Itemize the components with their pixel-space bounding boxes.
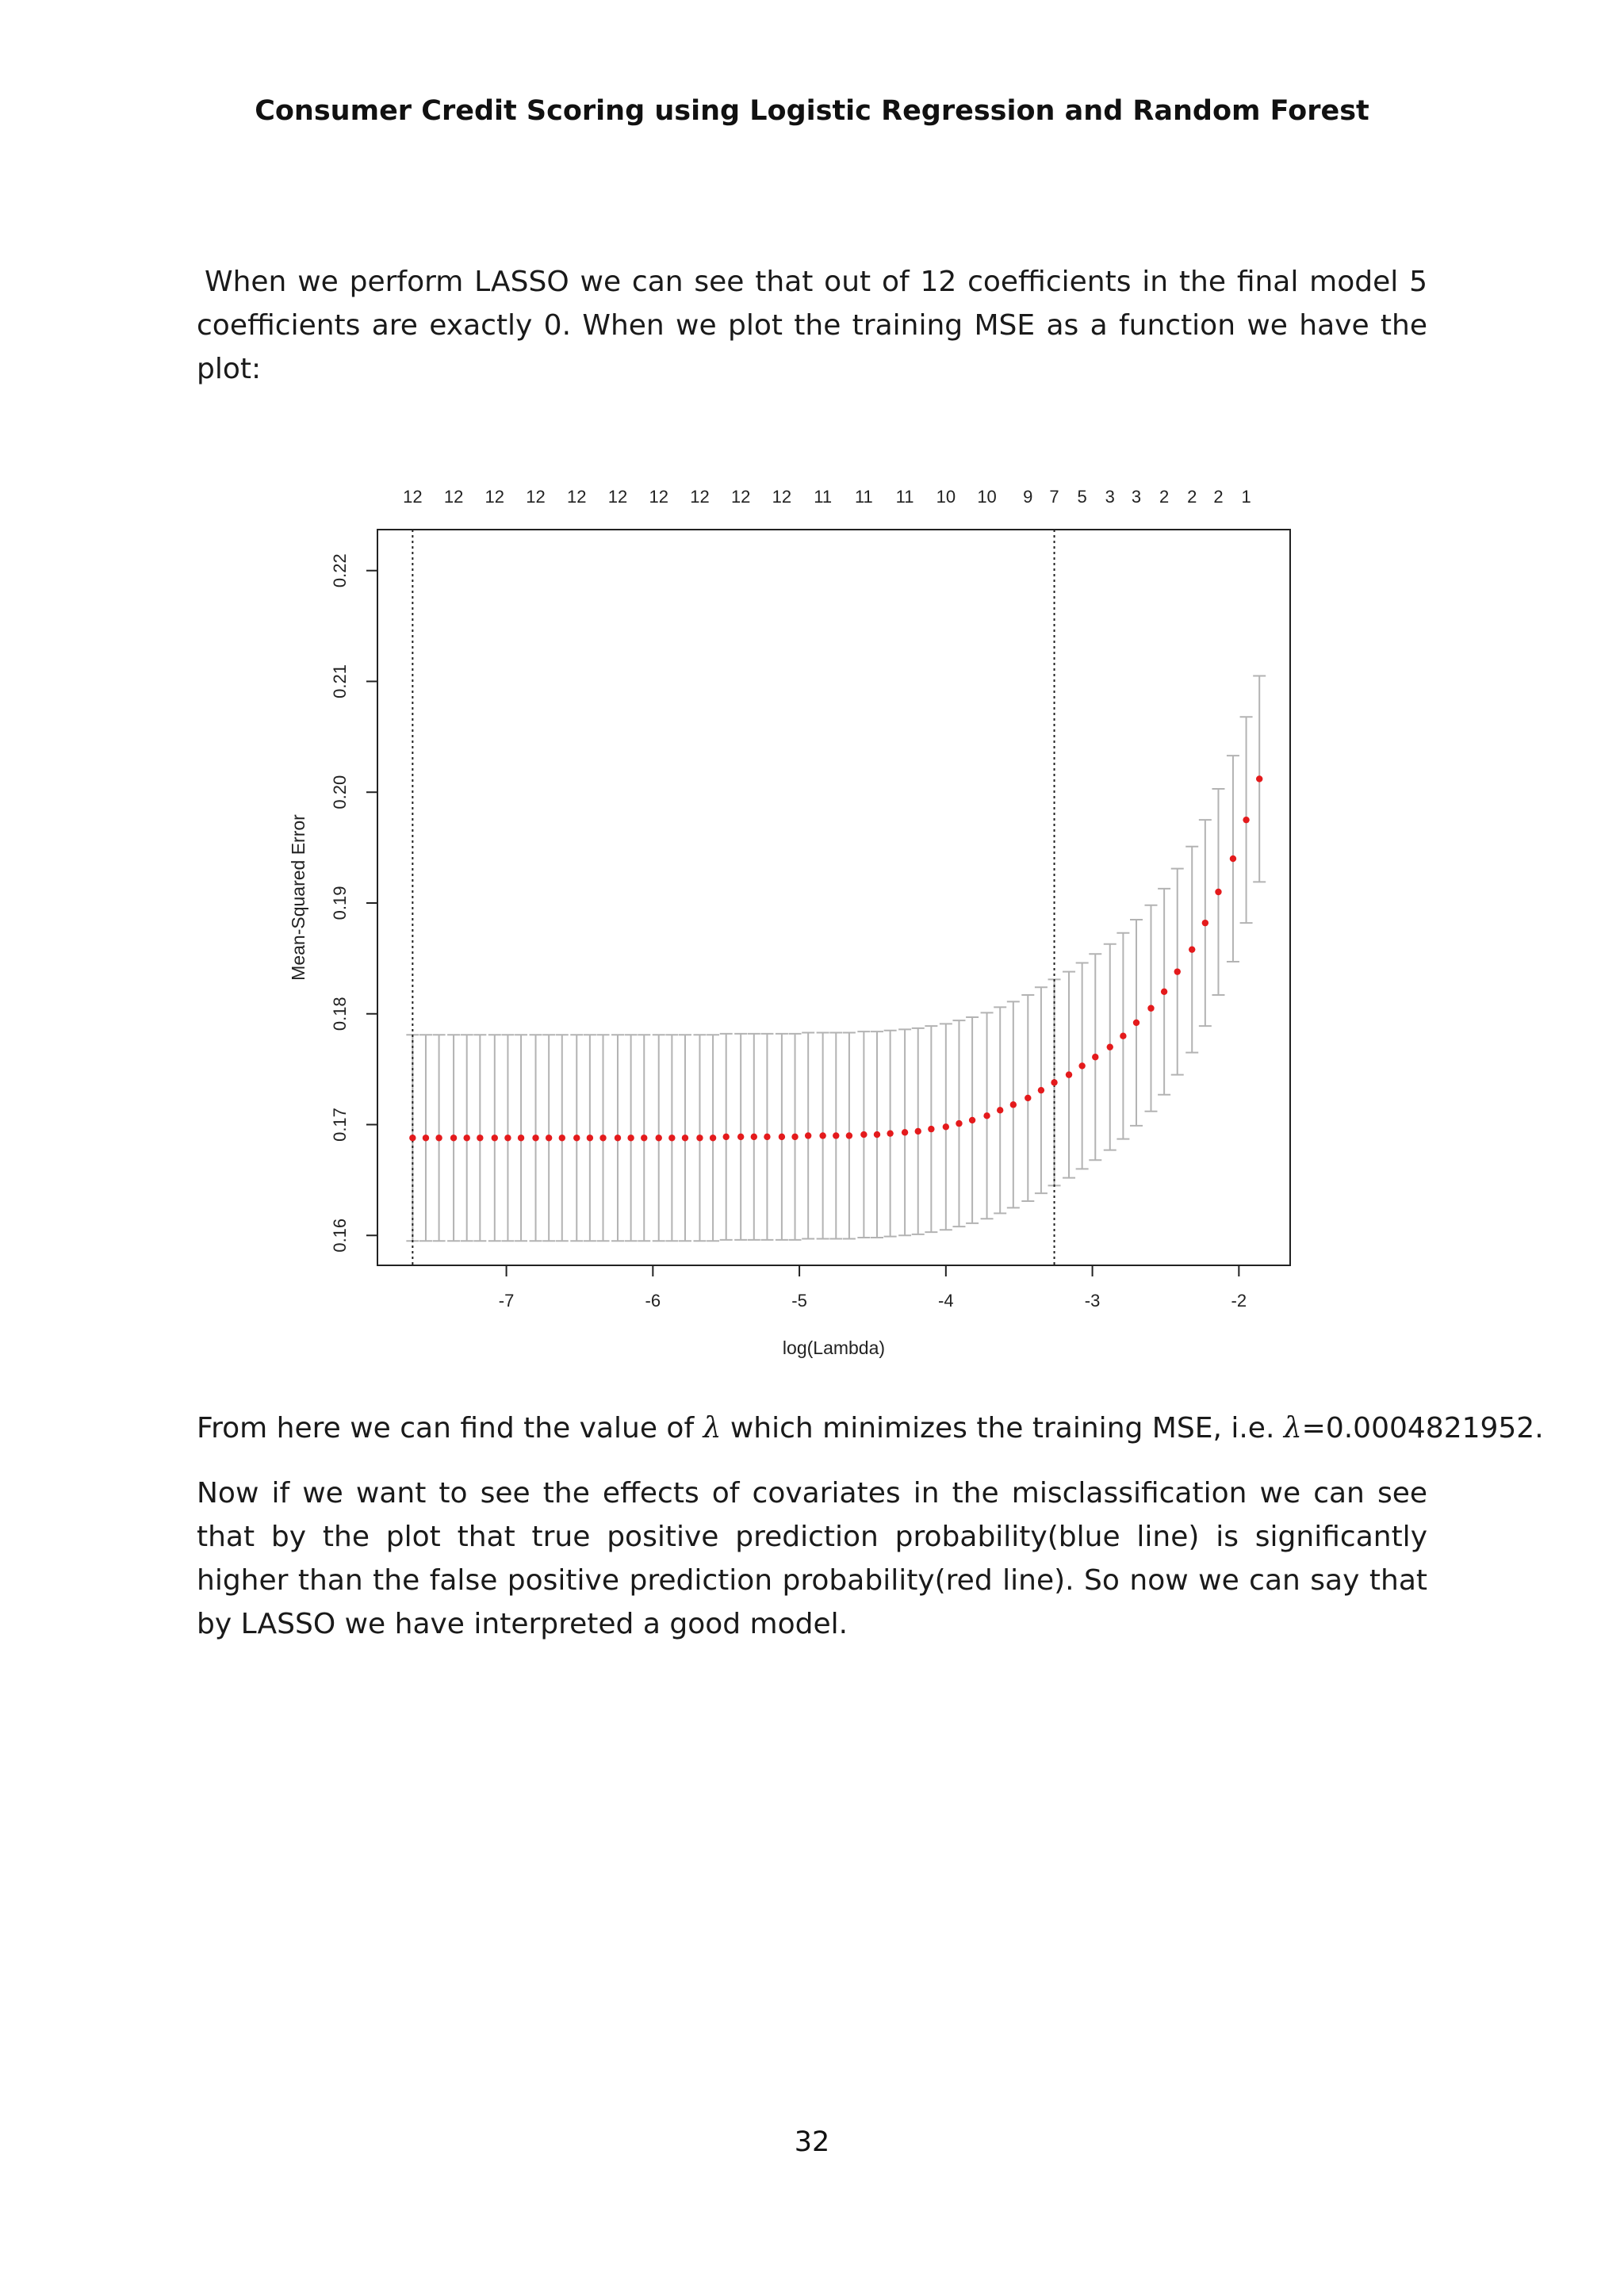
- top-axis-label: 2: [1187, 487, 1197, 507]
- mse-point: [1092, 1054, 1098, 1060]
- y-tick-label: 0.16: [330, 1218, 350, 1253]
- top-axis-label: 12: [730, 487, 751, 507]
- mse-point: [463, 1135, 469, 1141]
- lasso-cv-chart: [278, 468, 1332, 1387]
- mse-point: [1189, 946, 1195, 952]
- paragraph-lambda-text-middle: which minimizes the training MSE, i.e.: [721, 1412, 1284, 1445]
- mse-point: [492, 1135, 498, 1141]
- paragraph-conclusion: Now if we want to see the effects of covariates in the misclassification we can see that by the plot that true positive prediction probability(blue line) is significantly higher than the false positive prediction probability(red line). So now we can say that by LASSO we have interpreted a good model.: [197, 1477, 1427, 1640]
- y-tick-label: 0.18: [330, 997, 350, 1031]
- mse-point: [1230, 855, 1236, 862]
- x-axis-label: log(Lambda): [782, 1337, 886, 1358]
- top-axis-label: 12: [526, 487, 546, 507]
- mse-point: [1174, 968, 1181, 974]
- top-axis-label: 12: [443, 487, 464, 507]
- plot-frame: [377, 530, 1290, 1265]
- top-axis-label: 3: [1105, 487, 1115, 507]
- mse-point: [902, 1129, 908, 1135]
- top-axis-label: 12: [607, 487, 628, 507]
- mse-point: [1147, 1005, 1154, 1012]
- mse-point: [1025, 1095, 1031, 1101]
- mse-point: [1066, 1071, 1072, 1077]
- mse-point: [477, 1135, 483, 1141]
- mse-point: [1038, 1087, 1044, 1093]
- top-axis-label: 11: [814, 487, 833, 507]
- top-axis-label: 12: [690, 487, 710, 507]
- mse-point: [710, 1135, 716, 1141]
- mse-point: [956, 1120, 962, 1127]
- mse-point: [928, 1126, 934, 1132]
- mse-point: [846, 1132, 852, 1138]
- mse-point: [723, 1134, 730, 1140]
- y-tick-label: 0.19: [330, 886, 350, 920]
- top-axis-label: 2: [1213, 487, 1224, 507]
- mse-point: [860, 1131, 867, 1138]
- y-tick-label: 0.22: [330, 553, 350, 588]
- mse-point: [833, 1132, 839, 1138]
- mse-point: [737, 1134, 744, 1140]
- mse-point: [1078, 1062, 1085, 1069]
- mse-point: [1107, 1043, 1113, 1050]
- top-axis-label: 12: [485, 487, 505, 507]
- mse-point: [1120, 1032, 1126, 1039]
- mse-point: [696, 1135, 703, 1141]
- paragraph-lasso-intro: When we perform LASSO we can see that out of 12 coefficients in the final model 5 coefficients are exactly 0. When we plot the training MSE as a function we have the plot:: [197, 266, 1427, 385]
- mse-point: [791, 1134, 798, 1140]
- mse-point: [518, 1135, 524, 1141]
- page-number: 32: [794, 2126, 830, 2158]
- mse-point: [943, 1123, 949, 1130]
- mse-point: [779, 1134, 785, 1140]
- mse-point: [504, 1135, 511, 1141]
- mse-point: [668, 1135, 675, 1141]
- mse-point: [435, 1135, 442, 1141]
- mse-point: [983, 1112, 990, 1119]
- mse-point: [573, 1135, 580, 1141]
- top-axis-label: 12: [567, 487, 587, 507]
- mse-point: [423, 1135, 429, 1141]
- mse-point: [1133, 1020, 1139, 1026]
- mse-point: [627, 1135, 634, 1141]
- mse-point: [587, 1135, 593, 1141]
- mse-point: [615, 1135, 621, 1141]
- mse-point: [559, 1135, 565, 1141]
- top-axis-label: 2: [1159, 487, 1170, 507]
- mse-point: [969, 1117, 975, 1123]
- page-header: Consumer Credit Scoring using Logistic Regression and Random Forest: [255, 95, 1369, 127]
- x-tick-label: -2: [1231, 1291, 1247, 1311]
- mse-point: [450, 1135, 457, 1141]
- top-axis-label: 7: [1049, 487, 1059, 507]
- mse-point: [819, 1132, 825, 1138]
- top-axis-label: 1: [1241, 487, 1251, 507]
- mse-point: [409, 1135, 416, 1141]
- top-axis-label: 12: [649, 487, 668, 507]
- y-axis-label: Mean-Squared Error: [288, 814, 308, 981]
- top-axis-label: 11: [895, 487, 914, 507]
- top-axis-label: 12: [772, 487, 792, 507]
- y-tick-label: 0.21: [330, 664, 350, 698]
- x-tick-label: -3: [1084, 1291, 1101, 1311]
- mse-point: [532, 1135, 538, 1141]
- mse-point: [1243, 817, 1249, 823]
- y-tick-label: 0.17: [330, 1108, 350, 1142]
- top-axis-label: 11: [854, 487, 873, 507]
- top-axis-label: 3: [1131, 487, 1142, 507]
- mse-point: [1202, 920, 1208, 926]
- top-axis-label: 10: [936, 487, 956, 507]
- top-axis-label: 10: [977, 487, 997, 507]
- mse-point: [1256, 775, 1262, 782]
- mse-point: [599, 1135, 606, 1141]
- mse-point: [805, 1132, 811, 1138]
- mse-point: [1051, 1079, 1057, 1085]
- y-tick-label: 0.20: [330, 775, 350, 809]
- mse-point: [887, 1130, 893, 1136]
- top-axis-label: 12: [403, 487, 423, 507]
- mse-point: [682, 1135, 688, 1141]
- mse-point: [656, 1135, 662, 1141]
- mse-point: [546, 1135, 552, 1141]
- lambda-symbol: λ: [1283, 1412, 1302, 1445]
- mse-point: [751, 1134, 757, 1140]
- mse-point: [874, 1131, 880, 1138]
- x-tick-label: -5: [791, 1291, 807, 1311]
- paragraph-lambda-min: [197, 1406, 1544, 1450]
- mse-point: [1161, 989, 1167, 995]
- top-axis-label: 5: [1077, 487, 1087, 507]
- mse-point: [1010, 1101, 1017, 1108]
- mse-point: [997, 1107, 1003, 1113]
- mse-point: [1215, 889, 1221, 895]
- mse-point: [764, 1134, 770, 1140]
- top-axis-label: 9: [1023, 487, 1033, 507]
- paragraph-lambda-text-after: =0.0004821952.: [1301, 1412, 1544, 1445]
- x-tick-label: -4: [938, 1291, 954, 1311]
- x-tick-label: -7: [498, 1291, 515, 1311]
- mse-point: [641, 1135, 647, 1141]
- paragraph-lambda-text-before: From here we can find the value of: [197, 1412, 703, 1445]
- lambda-symbol: λ: [703, 1412, 722, 1445]
- mse-point: [915, 1128, 921, 1135]
- x-tick-label: -6: [645, 1291, 661, 1311]
